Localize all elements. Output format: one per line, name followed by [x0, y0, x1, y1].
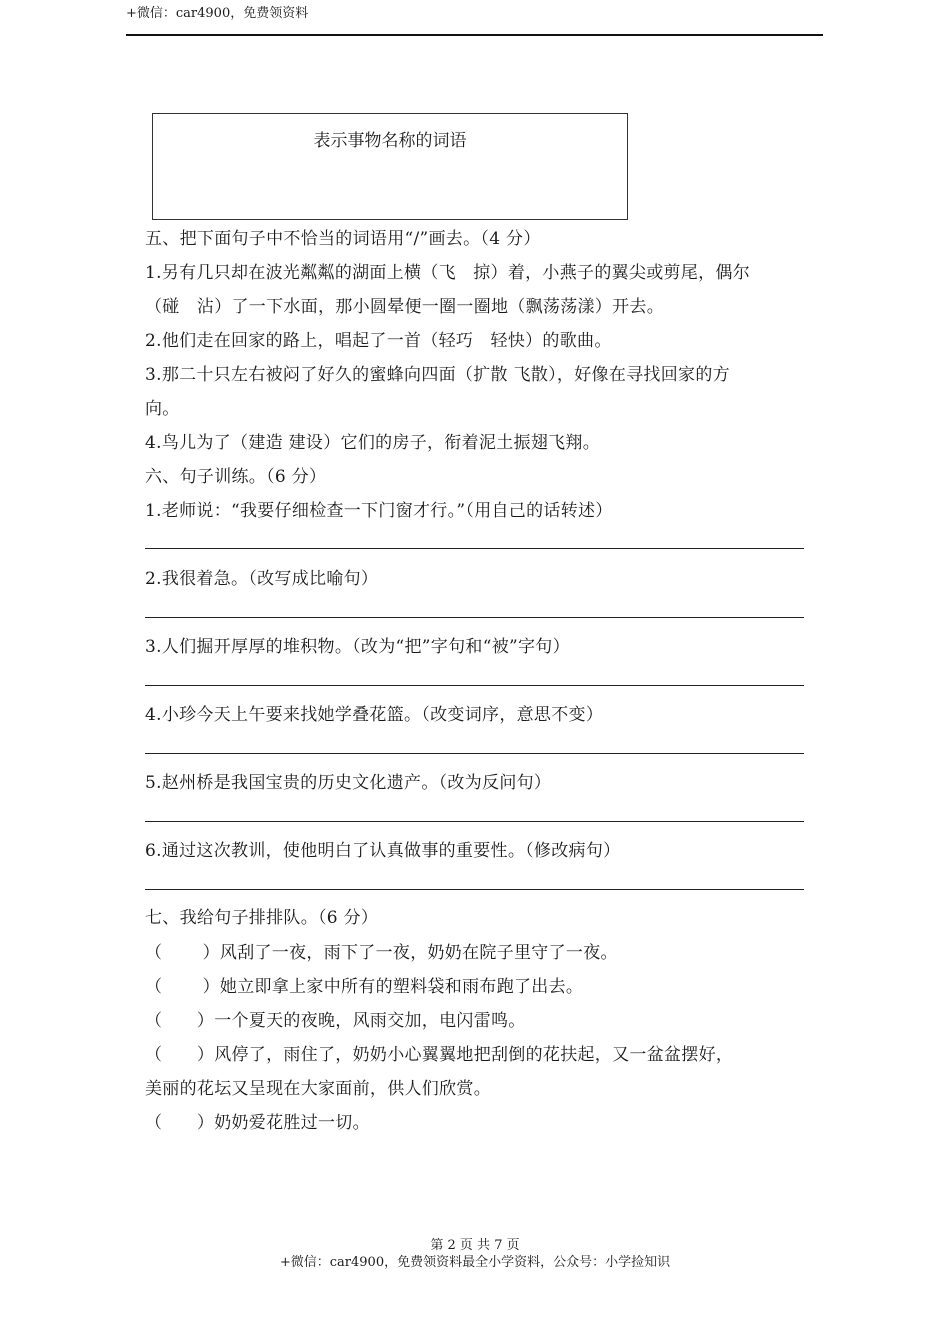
- page-number: 第 2 页 共 7 页: [430, 1238, 520, 1253]
- section7-line: （ ）风刮了一夜，雨下了一夜，奶奶在院子里守了一夜。: [145, 943, 618, 963]
- section6-question: 5.赵州桥是我国宝贵的历史文化遗产。（改为反问句）: [145, 773, 552, 793]
- section7-line: 美丽的花坛又呈现在大家面前，供人们欣赏。: [145, 1079, 491, 1099]
- section7-line: （ ）奶奶爱花胜过一切。: [145, 1113, 370, 1133]
- answer-line[interactable]: [145, 821, 804, 822]
- section6-heading: 六、句子训练。（6 分）: [145, 467, 327, 487]
- section5-line: 3.那二十只左右被闷了好久的蜜蜂向四面（扩散 飞散），好像在寻找回家的方: [145, 365, 730, 385]
- answer-line[interactable]: [145, 889, 804, 890]
- header-note: +微信：car4900，免费领资料: [126, 6, 309, 21]
- answer-line[interactable]: [145, 753, 804, 754]
- section7-line: （ ）一个夏天的夜晚，风雨交加，电闪雷鸣。: [145, 1011, 526, 1031]
- section6-question: 6.通过这次教训，使他明白了认真做事的重要性。（修改病句）: [145, 841, 621, 861]
- section5-line: 4.鸟儿为了（建造 建设）它们的房子，衔着泥土振翅飞翔。: [145, 433, 601, 453]
- answer-line[interactable]: [145, 617, 804, 618]
- section6-question: 3.人们掘开厚厚的堆积物。（改为“把”字句和“被”字句）: [145, 637, 570, 657]
- section7-heading: 七、我给句子排排队。（6 分）: [145, 908, 379, 928]
- word-box-title: 表示事物名称的词语: [313, 131, 467, 151]
- section6-question: 2.我很着急。（改写成比喻句）: [145, 569, 379, 589]
- footer-note: +微信：car4900，免费领资料最全小学资料，公众号：小学捡知识: [279, 1255, 671, 1270]
- section6-question: 1.老师说：“我要仔细检查一下门窗才行。”（用自己的话转述）: [145, 501, 613, 521]
- section5-line: 向。: [145, 399, 180, 419]
- section7-line: （ ）她立即拿上家中所有的塑料袋和雨布跑了出去。: [145, 977, 584, 997]
- section5-line: 2.他们走在回家的路上，唱起了一首（轻巧 轻快）的歌曲。: [145, 331, 612, 351]
- answer-line[interactable]: [145, 548, 804, 549]
- answer-line[interactable]: [145, 685, 804, 686]
- section5-line: 1.另有几只却在波光粼粼的湖面上横（飞 掠）着，小燕子的翼尖或剪尾，偶尔: [145, 263, 751, 283]
- word-category-box: [152, 113, 628, 220]
- section5-line: （碰 沾）了一下水面，那小圆晕便一圈一圈地（飘荡荡漾）开去。: [145, 297, 664, 317]
- section5-heading: 五、把下面句子中不恰当的词语用“/”画去。（4 分）: [145, 229, 541, 249]
- header-divider: [126, 34, 823, 36]
- section6-question: 4.小珍今天上午要来找她学叠花篮。（改变词序，意思不变）: [145, 705, 604, 725]
- section7-line: （ ）风停了，雨住了，奶奶小心翼翼地把刮倒的花扶起，又一盆盆摆好，: [145, 1045, 734, 1065]
